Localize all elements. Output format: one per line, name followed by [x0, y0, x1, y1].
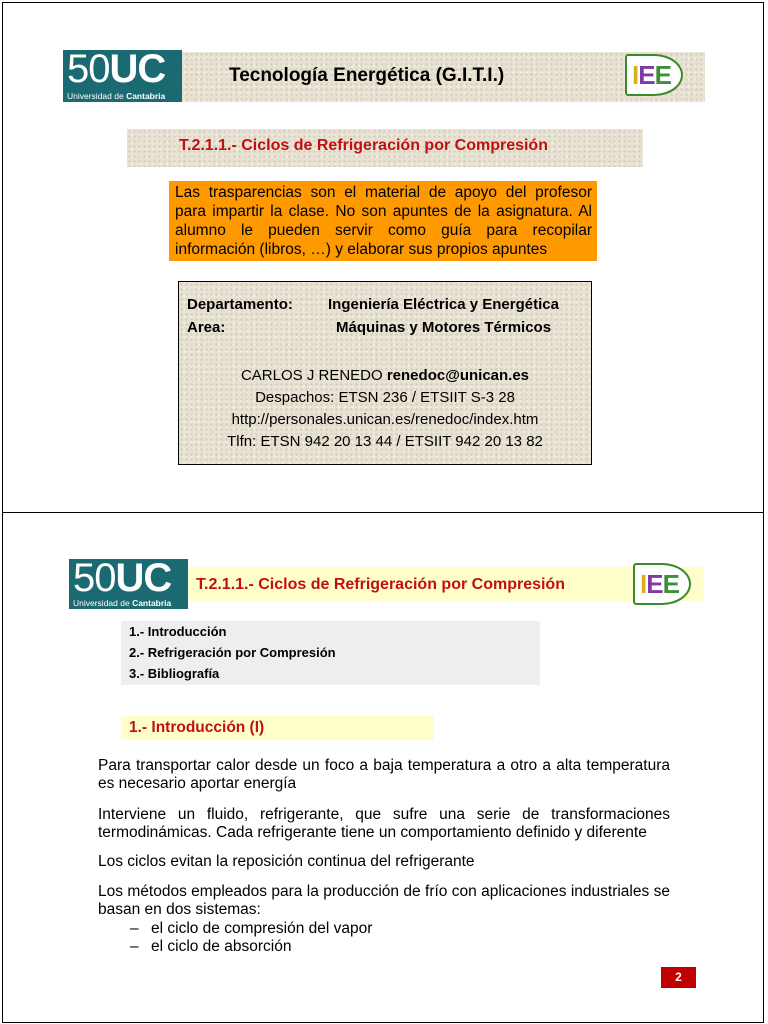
paragraph: Interviene un fluido, refrigerante, que sufre una serie de transformaciones termodinámicas. Cada refrigerante tiene un comportamiento definido y diferente [98, 806, 670, 841]
list-item: – el ciclo de absorción [130, 938, 292, 955]
offices: Despachos: ETSN 236 / ETSIIT S-3 28 [255, 389, 515, 406]
uc-logo-text: 50UC [67, 47, 166, 91]
paragraph: Los ciclos evitan la reposición continua del refrigerante [98, 853, 475, 870]
author-line [179, 367, 591, 384]
homepage-url: http://personales.unican.es/renedoc/index.htm [231, 411, 539, 428]
uc-logo-text: 50UC [73, 556, 172, 600]
list-item: – el ciclo de compresión del vapor [130, 920, 373, 937]
department-label: Departamento: [187, 296, 293, 313]
paragraph: Los métodos empleados para la producción de frío con aplicaciones industriales se basan en dos sistemas: [98, 883, 670, 918]
page-title: T.2.1.1.- Ciclos de Refrigeración por Compresión [196, 576, 565, 593]
section-heading: 1.- Introducción (I) [129, 719, 265, 736]
page-number: 2 [661, 967, 696, 988]
author-email: renedoc@unican.es [386, 367, 530, 384]
toc-item: 3.- Bibliografía [129, 666, 220, 681]
page-title: Tecnología Energética (G.I.T.I.) [229, 65, 505, 86]
slide-2 [2, 512, 764, 1023]
iee-logo: IEE [633, 563, 695, 609]
toc-item: 1.- Introducción [129, 624, 227, 639]
area-value: Máquinas y Motores Térmicos [336, 319, 552, 336]
table-of-contents [121, 621, 540, 685]
author-name: CARLOS J RENEDO [240, 367, 387, 384]
slide-1 [2, 2, 764, 513]
uc-logo-subtext: Universidad de Cantabria [73, 598, 172, 608]
notice-box: Las trasparencias son el material de apoyo del profesor para impartir la clase. No son apuntes de la asignatura. Al alumno le pueden servir como guía para recopilar información (libros, …) y elaborar sus propios apuntes [169, 181, 597, 261]
uc-logo [63, 47, 182, 102]
iee-logo: IEE [625, 54, 687, 100]
toc-item: 2.- Refrigeración por Compresión [129, 645, 336, 660]
paragraph: Para transportar calor desde un foco a baja temperatura a otro a alta temperatura es necesario aportar energía [98, 757, 670, 792]
uc-logo-subtext: Universidad de Cantabria [67, 91, 166, 101]
uc-logo [69, 556, 188, 609]
department-value: Ingeniería Eléctrica y Energética [328, 296, 559, 313]
subtitle: T.2.1.1.- Ciclos de Refrigeración por Compresión [179, 137, 548, 154]
area-label: Area: [187, 319, 226, 336]
info-box [178, 281, 592, 465]
phone: Tlfn: ETSN 942 20 13 44 / ETSIIT 942 20 13 82 [227, 433, 543, 450]
